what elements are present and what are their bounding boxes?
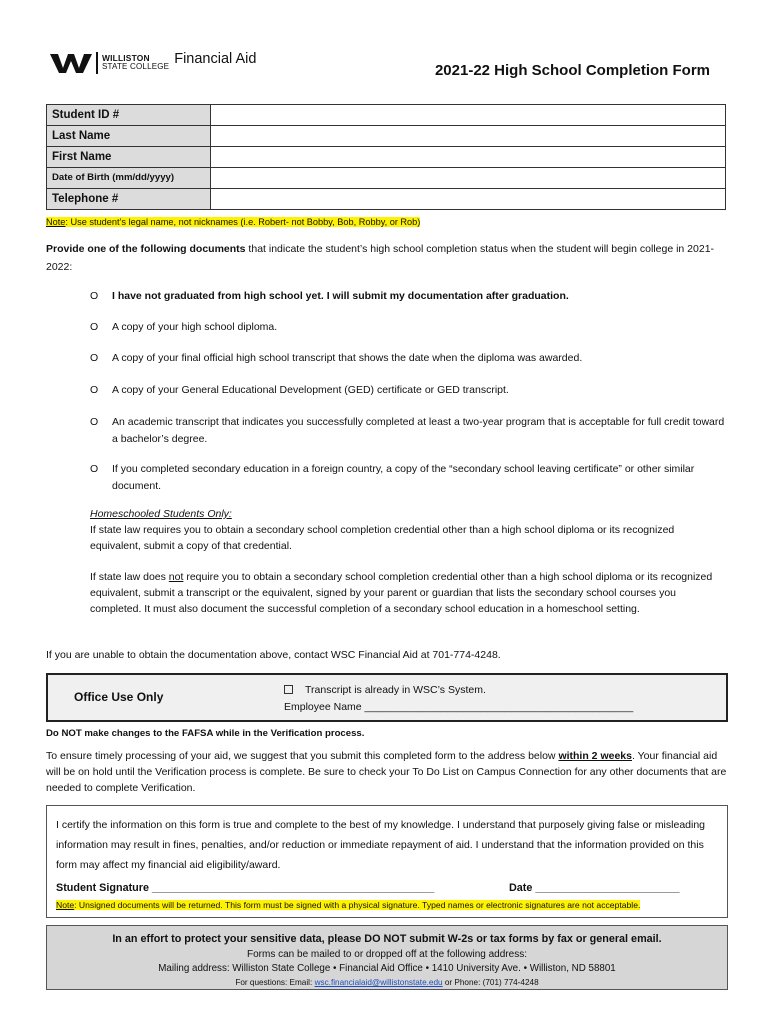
option-text: A copy of your General Educational Development (GED) certificate or GED transcript. [112,384,509,396]
college-logo [50,52,256,74]
certification-box [46,805,728,918]
student-id-label: Student ID # [47,105,211,126]
logo-line1: WILLISTON [102,53,150,64]
documents-intro [46,240,730,276]
option-radio-icon[interactable]: O [90,352,99,364]
list-item [90,320,730,335]
first-name-field[interactable] [211,147,726,168]
transcript-label: Transcript is already in WSC’s System. [305,684,486,696]
signature-date-line[interactable]: Date ________________________ [509,882,680,894]
para2-post: require you to obtain a secondary school completion credential other than a high school diploma or its recognized equivalent, submit a transcript or the equivalent, signed by your parent or guardian that lists the secondary school courses you completed. It must also document the successful completion of a secondary school education in a homeschool setting. [90,571,713,615]
transcript-checkbox[interactable] [284,685,293,694]
intro-bold: Provide one of the following documents [46,243,246,255]
logo-line2: STATE COLLEGE [102,62,170,71]
student-id-field[interactable] [211,105,726,126]
table-row [47,105,726,126]
option-radio-icon[interactable]: O [90,384,99,396]
logo-divider [96,52,98,74]
option-radio-icon[interactable]: O [90,321,99,333]
list-item [90,289,730,304]
processing-paragraph [46,748,730,796]
employee-name-row: Employee Name ______________________________________________ [284,701,634,713]
questions-post: or Phone: (701) 774-4248 [442,977,539,987]
questions-contact [47,976,727,989]
homeschool-para1: If state law requires you to obtain a secondary school completion credential other than a high school diploma or its recognized equivalent, submit a copy of that credential. [90,524,675,552]
dob-label: Date of Birth (mm/dd/yyyy) [47,168,211,189]
table-row [47,189,726,210]
form-title: 2021-22 High School Completion Form [434,62,710,79]
protect-warning: In an effort to protect your sensitive data, please DO NOT submit W-2s or tax forms by fax or general email. [112,933,662,945]
wsc-w-logo-icon [50,52,94,74]
intro-text: that indicate the student’s high school completion status when the student will begin college in 2021-2022: [46,243,715,273]
option-text: If you completed secondary education in a foreign country, a copy of the “secondary school leaving certificate” or other similar document. [112,463,695,492]
option-text: A copy of your final official high school transcript that shows the date when the diploma was awarded. [112,352,583,364]
mailing-instructions: Forms can be mailed to or dropped off at the following address: [247,948,527,960]
list-item [90,383,730,398]
note-text: : Use student’s legal name, not nicknames (i.e. Robert- not Bobby, Bob, Robby, or Rob) [65,217,421,227]
para2-pre: If state law does [90,571,169,583]
last-name-field[interactable] [211,126,726,147]
financial-aid-email-link[interactable]: wsc.financialaid@willistonstate.edu [314,977,443,987]
option-radio-icon[interactable]: O [90,416,99,428]
legal-name-note [46,216,420,229]
telephone-label: Telephone # [47,189,211,210]
homeschool-section [90,506,726,617]
office-use-box [46,673,728,722]
cert-note-prefix: Note [56,900,75,910]
homeschool-para2 [90,569,726,617]
table-row [47,126,726,147]
table-row [47,147,726,168]
cert-note-text: : Unsigned documents will be returned. This form must be signed with a physical signature. Typed names or electronic signatures are not acceptable. [74,900,641,910]
page-header [48,48,722,84]
fafsa-note: Do NOT make changes to the FAFSA while in the Verification process. [46,728,365,739]
processing-post: . Your financial aid will be on hold until the Verification process is complete. Be sure to check your To Do List on Campus Connection for any other documents that are needed to complete Verification. [46,750,727,794]
contact-line: If you are unable to obtain the documentation above, contact WSC Financial Aid at 701-774-4248. [46,649,501,661]
signature-note [56,899,640,911]
table-row [47,168,726,189]
student-signature-line[interactable]: Student Signature _______________________________________________ [56,882,435,894]
questions-pre: For questions: Email: [235,977,315,987]
note-prefix: Note [46,217,66,227]
office-use-title: Office Use Only [74,690,164,704]
list-item [90,414,730,448]
option-text: An academic transcript that indicates you successfully completed at least a two-year program that is acceptable for full credit toward a bachelor’s degree. [112,416,725,445]
list-item [90,461,730,495]
mailing-address: Mailing address: Williston State College • Financial Aid Office • 1410 University Ave. • Williston, ND 58801 [158,962,616,974]
dob-field[interactable] [211,168,726,189]
list-item [90,351,730,366]
option-text: A copy of your high school diploma. [112,321,278,333]
logo-wordmark [102,54,169,71]
option-radio-icon[interactable]: O [90,463,99,475]
telephone-field[interactable] [211,189,726,210]
transcript-row [284,683,486,698]
para2-not: not [168,571,184,583]
processing-pre: To ensure timely processing of your aid, we suggest that you submit this completed form to the address below [46,750,559,762]
homeschool-heading: Homeschooled Students Only: [90,508,232,520]
last-name-label: Last Name [47,126,211,147]
department-name: Financial Aid [174,51,257,68]
processing-emph: within 2 weeks [558,750,632,762]
student-info-table [46,104,726,210]
option-radio-icon[interactable]: O [90,290,99,302]
signature-row [56,881,716,897]
first-name-label: First Name [47,147,211,168]
option-text: I have not graduated from high school yet. I will submit my documentation after graduation. [112,290,569,302]
data-protection-box [46,925,728,990]
certification-text: I certify the information on this form is true and complete to the best of my knowledge. I understand that purposely giving false or misleading information may result in fines, penalties, and/or reduction or immediate repayment of aid. I understand that the information provided on this form may affect my financial aid eligibility/award. [56,819,706,871]
